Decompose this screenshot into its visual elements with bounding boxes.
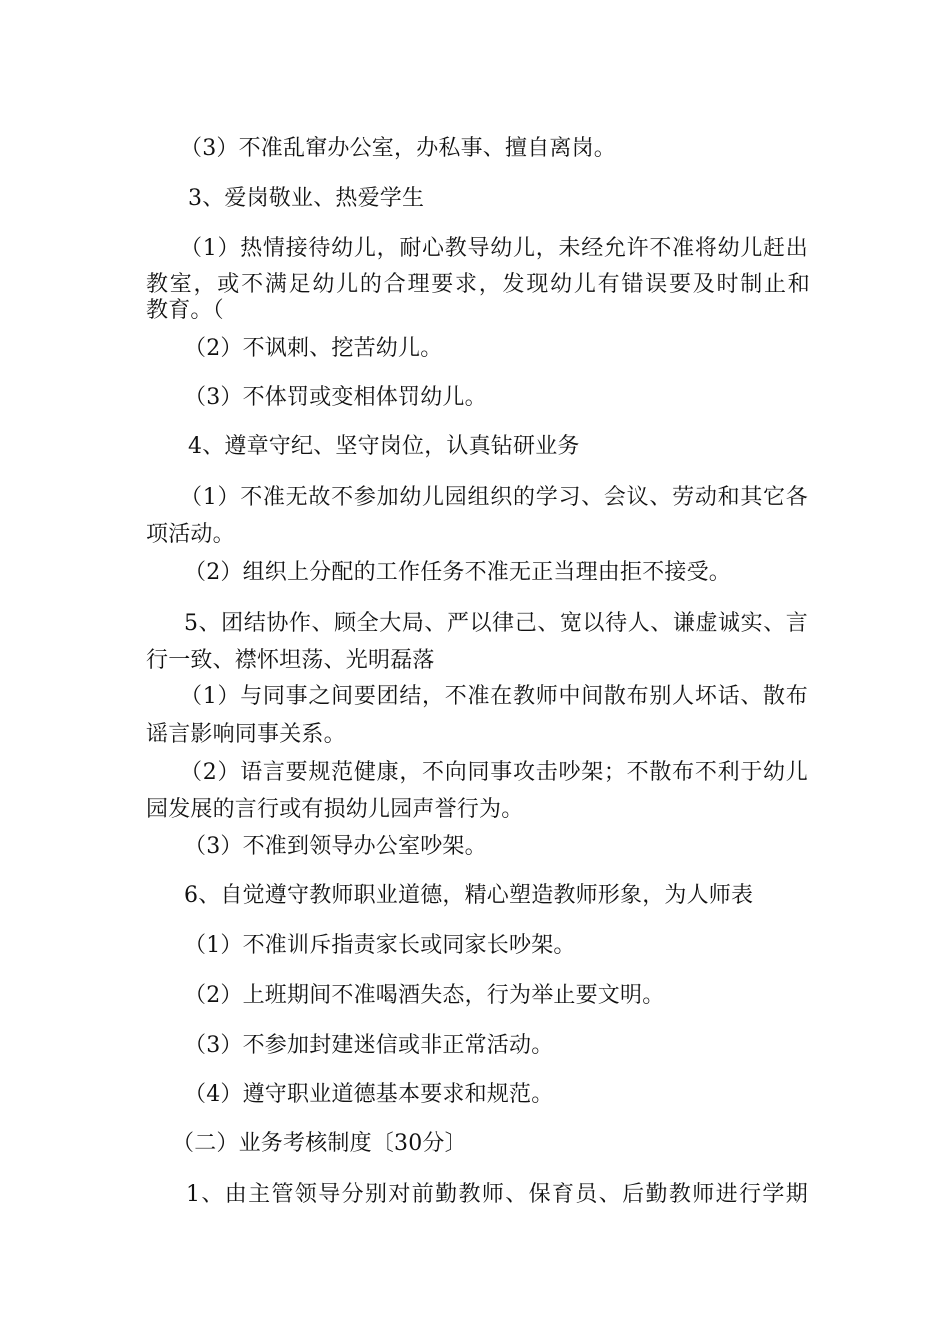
section-heading: 3、爱岗敬业、热爱学生 [188,186,425,211]
text-line: （1）不准训斥指责家长或同家长吵架。 [184,933,576,958]
text-line: 园发展的言行或有损幼儿园声誉行为。 [146,797,524,822]
section-heading: （二）业务考核制度〔30分〕 [172,1131,467,1156]
text-line: 谣言影响同事关系。 [146,722,346,747]
text-line: （1）热情接待幼儿，耐心教导幼儿，未经允许不准将幼儿赶出 [180,236,808,261]
text-line: （1）不准无故不参加幼儿园组织的学习、会议、劳动和其它各 [180,485,808,510]
text-line: （4）遵守职业道德基本要求和规范。 [184,1082,554,1107]
text-line: （2）组织上分配的工作任务不准无正当理由拒不接受。 [184,560,731,585]
text-line: （3）不参加封建迷信或非正常活动。 [184,1033,554,1058]
text-line: （2）语言要规范健康，不向同事攻击吵架；不散布不利于幼儿 [180,760,808,785]
text-line: 教室，或不满足幼儿的合理要求，发现幼儿有错误要及时制止和 [146,272,810,297]
text-line: 1、由主管领导分别对前勤教师、保育员、后勤教师进行学期 [186,1182,808,1207]
text-line: （3）不准到领导办公室吵架。 [184,834,487,859]
section-heading: 6、自觉遵守教师职业道德，精心塑造教师形象，为人师表 [184,883,754,908]
text-line: （3）不体罚或变相体罚幼儿。 [184,385,487,410]
section-heading: 4、遵章守纪、坚守岗位，认真钻研业务 [188,434,580,459]
text-line: （2）上班期间不准喝酒失态，行为举止要文明。 [184,983,665,1008]
text-line: （2）不讽刺、挖苦幼儿。 [184,336,443,361]
text-line: （1）与同事之间要团结，不准在教师中间散布别人坏话、散布 [180,684,808,709]
text-line: （3）不准乱窜办公室，办私事、擅自离岗。 [180,136,616,161]
section-heading: 行一致、襟怀坦荡、光明磊落 [146,648,435,673]
section-heading: 5、团结协作、顾全大局、严以律己、宽以待人、谦虚诚实、言 [184,611,808,636]
text-line: 教育。（ [146,298,224,323]
text-line: 项活动。 [146,522,235,547]
